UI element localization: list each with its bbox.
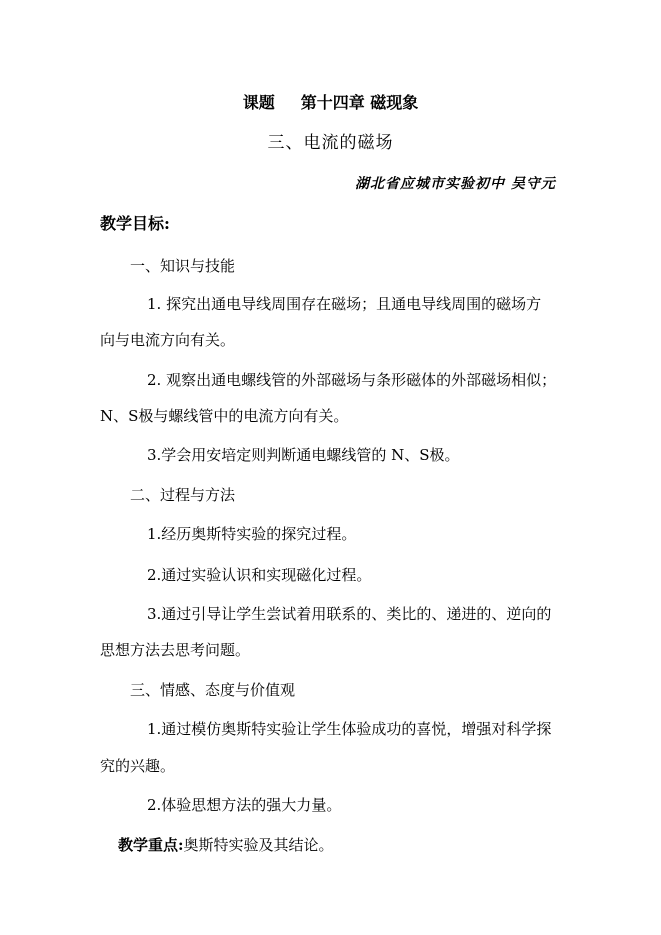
key-points-label: 教学重点: — [118, 836, 184, 854]
key-points-text: 奥斯特实验及其结论。 — [183, 836, 334, 854]
objectives-heading: 教学目标: — [100, 214, 170, 233]
objective-item-text: 3.通过引导让学生尝试着用联系的、类比的、递进的、逆向的 — [147, 605, 552, 623]
objective-item-text: 2. 观察出通电螺线管的外部磁场与条形磁体的外部磁场相似； — [147, 371, 557, 389]
author-line: 湖北省应城市实验初中 吴守元 — [355, 176, 556, 192]
lesson-title — [0, 93, 661, 113]
chapter-title: 第十四章 磁现象 — [300, 93, 419, 112]
objective-item-text: 1.通过模仿奥斯特实验让学生体验成功的喜悦，增强对科学探 — [147, 720, 552, 738]
section-heading-knowledge: 一、知识与技能 — [130, 257, 236, 275]
objective-item-text: 究的兴趣。 — [100, 757, 176, 775]
key-points-line — [118, 835, 334, 855]
objective-item-text: 3.学会用安培定则判断通电螺线管的 N、S极。 — [147, 446, 460, 464]
title-prefix: 课题 — [242, 93, 275, 112]
objective-item-text: 1. 探究出通电导线周围存在磁场；且通电导线周围的磁场方 — [147, 295, 542, 313]
objective-item-text: 2.通过实验认识和实现磁化过程。 — [147, 566, 372, 584]
objective-item-text: 1.经历奥斯特实验的探究过程。 — [147, 525, 357, 543]
section-subtitle: 三、电流的磁场 — [267, 133, 394, 153]
objective-item-text: 2.体验思想方法的强大力量。 — [147, 796, 342, 814]
section-heading-process: 二、过程与方法 — [130, 486, 236, 504]
section-heading-attitude: 三、情感、态度与价值观 — [130, 681, 296, 699]
objective-item-text: 向与电流方向有关。 — [100, 331, 236, 349]
objective-item-text: N、S极与螺线管中的电流方向有关。 — [100, 407, 349, 425]
objective-item-text: 思想方法去思考问题。 — [100, 641, 251, 659]
